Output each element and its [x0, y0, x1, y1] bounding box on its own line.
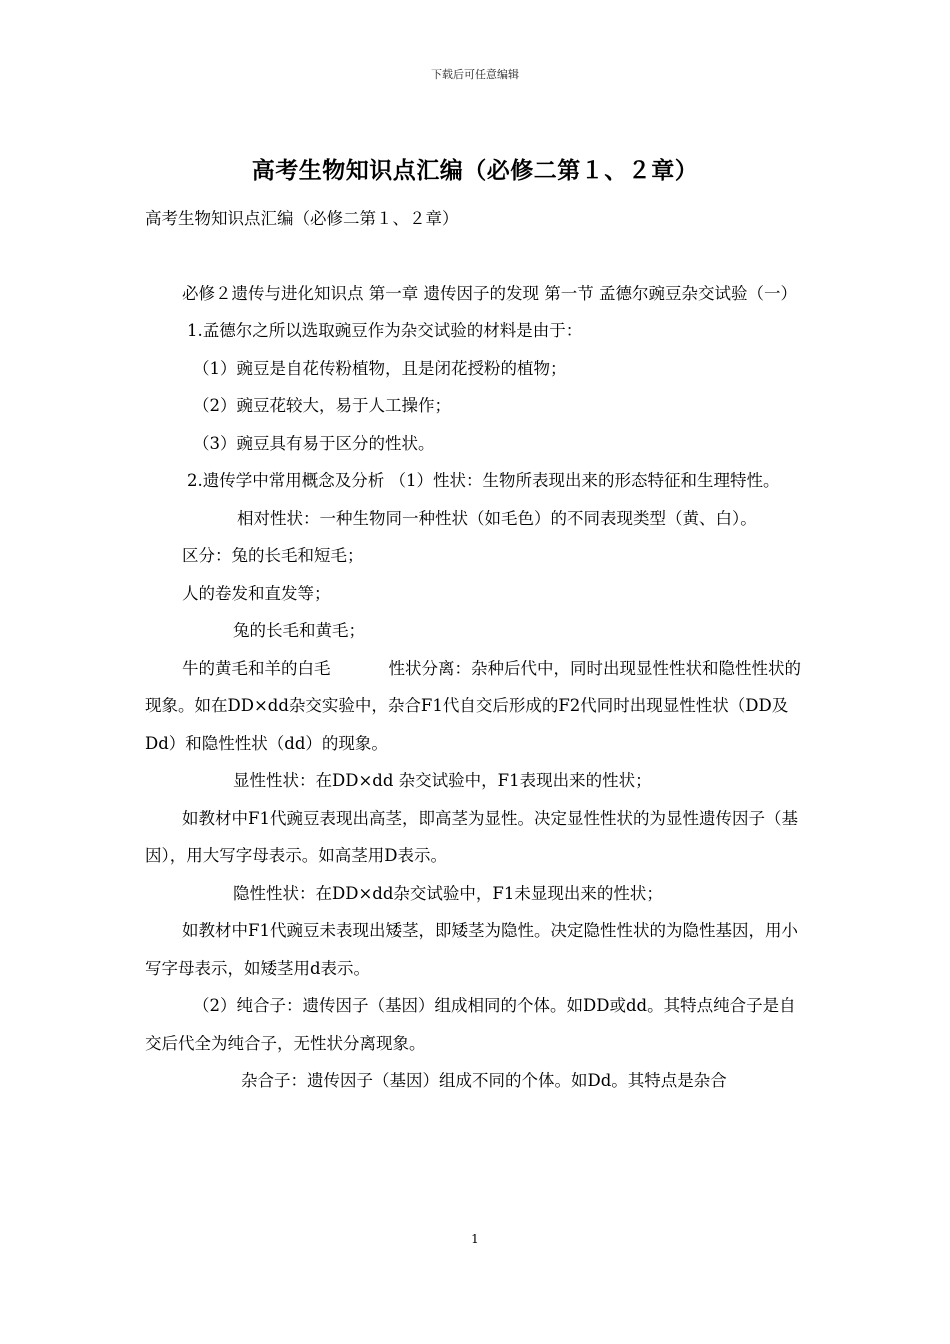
page-number: 1	[471, 1232, 479, 1246]
document-title: 高考生物知识点汇编（必修二第１、２章）	[251, 158, 699, 184]
trait-separation-definition: 性状分离：杂种后代中，同时出现显性性状和隐性性状的现象。如在DD×dd杂交实验中，杂合F1代自交后形成的F2代同时出现显性性状（DD及Dd）和隐性性状（dd）的现象。	[145, 658, 801, 753]
paragraph-distinguish: 区分：兔的长毛和短毛；	[182, 546, 364, 565]
paragraph-dominant-example: 如教材中F1代豌豆表现出高茎，即高茎为显性。决定显性性状的为显性遗传因子（基因），用大写字母表示。如高茎用D表示。	[145, 808, 798, 865]
document-subtitle: 高考生物知识点汇编（必修二第１、２章）	[145, 209, 459, 228]
page-header: 下载后可任意编辑	[431, 68, 519, 81]
paragraph-example-hair: 人的卷发和直发等；	[182, 583, 331, 603]
paragraph-recessive-trait: 隐性性状：在DD×dd杂交试验中，F1未显现出来的性状；	[233, 883, 663, 903]
paragraph-heterozygote: 杂合子：遗传因子（基因）组成不同的个体。如Dd。其特点是杂合	[241, 1071, 727, 1090]
example-cattle-sheep: 牛的黄毛和羊的白毛	[182, 658, 331, 678]
paragraph-reason-2: （2）豌豆花较大，易于人工操作；	[193, 396, 451, 415]
paragraph-example-rabbit: 兔的长毛和黄毛；	[233, 621, 365, 640]
paragraph-relative-trait: 相对性状：一种生物同一种性状（如毛色）的不同表现类型（黄、白）。	[237, 508, 757, 528]
paragraph-reason-3: （3）豌豆具有易于区分的性状。	[193, 433, 435, 453]
paragraph-dominant-trait: 显性性状：在DD×dd 杂交试验中，F1表现出来的性状；	[233, 771, 652, 790]
paragraph-trait-separation	[145, 650, 810, 763]
document-body	[145, 200, 810, 1100]
paragraph-recessive-example: 如教材中F1代豌豆未表现出矮茎，即矮茎为隐性。决定隐性性状的为隐性基因，用小写字母表示，如矮茎用d表示。	[145, 921, 798, 978]
paragraph-reason-1: （1）豌豆是自花传粉植物，且是闭花授粉的植物；	[193, 358, 567, 378]
paragraph-concepts: 2.遗传学中常用概念及分析 （1）性状：生物所表现出来的形态特征和生理特性。	[187, 471, 780, 490]
blank-line	[145, 238, 810, 275]
paragraph-homozygote: （2）纯合子：遗传因子（基因）组成相同的个体。如DD或dd。其特点纯合子是自交后代全为纯合子，无性状分离现象。	[145, 996, 796, 1053]
paragraph-chapter-intro: 必修２遗传与进化知识点 第一章 遗传因子的发现 第一节 孟德尔豌豆杂交试验（一）	[182, 283, 797, 303]
paragraph-reason-intro: 1.孟德尔之所以选取豌豆作为杂交试验的材料是由于：	[187, 321, 583, 340]
